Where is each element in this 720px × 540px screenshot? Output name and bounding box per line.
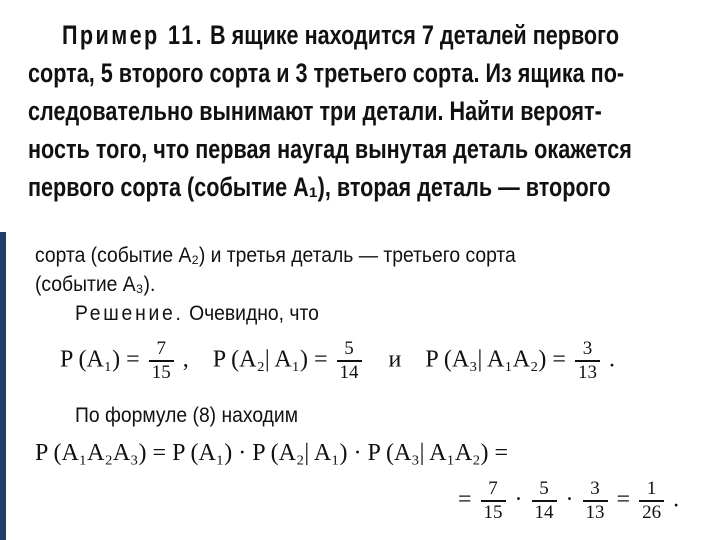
result-line [458,478,679,524]
result-fraction-2-numerator: 5 [539,478,549,499]
result-eq: = [458,486,472,513]
result-eq-2: = [616,486,631,513]
prob-2-lhs: P (A₂| A₁) = [212,346,328,373]
prob-3-sep: . [608,346,615,373]
continuation-line-2: (событие A₃). [35,273,156,296]
prob-1-sep: , [182,346,189,373]
problem-line-1 [62,20,619,51]
prob-1-denominator: 15 [149,360,174,384]
prob-3-lhs: P (A₃| A₁A₂) = [425,346,566,373]
product-line: P (A₁A₂A₃) = P (A₁) · P (A₂| A₁) · P (A₃| A₁A₂) = [35,440,509,466]
formula-text: По формуле (8) находим [75,404,299,427]
prob-2-fraction [337,338,362,384]
left-accent-bar [0,232,6,540]
result-fraction-2-denominator: 14 [532,500,557,524]
problem-line-2: сорта, 5 второго сорта и 3 третьего сорта. Из ящика по- [28,58,625,88]
result-fraction-2 [532,478,557,524]
prob-1-lhs: P (A₁) = [60,346,140,373]
prob-3-numerator: 3 [582,338,593,359]
prob-3-denominator: 13 [575,360,600,384]
result-fraction-3-numerator: 3 [590,478,600,499]
problem-text-1: В ящике находится 7 деталей первого [210,20,620,50]
result-fraction-1-numerator: 7 [488,478,498,499]
prob-1-numerator: 7 [156,338,166,359]
probabilities-row [60,338,615,384]
problem-line-3: следовательно вынимают три детали. Найти вероят- [28,96,602,126]
result-fraction-3-denominator: 13 [583,500,608,524]
prob-3-fraction [575,338,600,384]
result-fraction-3 [583,478,608,524]
result-dot-1: · [514,486,523,513]
result-answer [639,478,664,524]
result-answer-denominator: 26 [639,500,664,524]
continuation-line-1: сорта (событие A₂) и третья деталь — третьего сорта [35,244,516,267]
solution-intro: Очевидно, что [189,302,319,325]
prob-2-sep: и [388,346,402,373]
result-end: . [673,486,680,513]
result-answer-numerator: 1 [646,478,657,499]
problem-heading: Пример 11. [62,20,205,50]
problem-line-4: ность того, что первая наугад вынутая деталь окажется [28,134,632,164]
result-dot-2: · [565,486,574,513]
solution-line [75,302,319,326]
prob-2-numerator: 5 [344,338,354,359]
prob-2-denominator: 14 [337,360,362,384]
problem-line-5: первого сорта (событие A₁), вторая деталь — второго [28,172,611,202]
result-fraction-1-denominator: 15 [481,500,506,524]
result-fraction-1 [481,478,506,524]
solution-heading: Решение. [75,302,184,325]
prob-1-fraction [149,338,174,384]
